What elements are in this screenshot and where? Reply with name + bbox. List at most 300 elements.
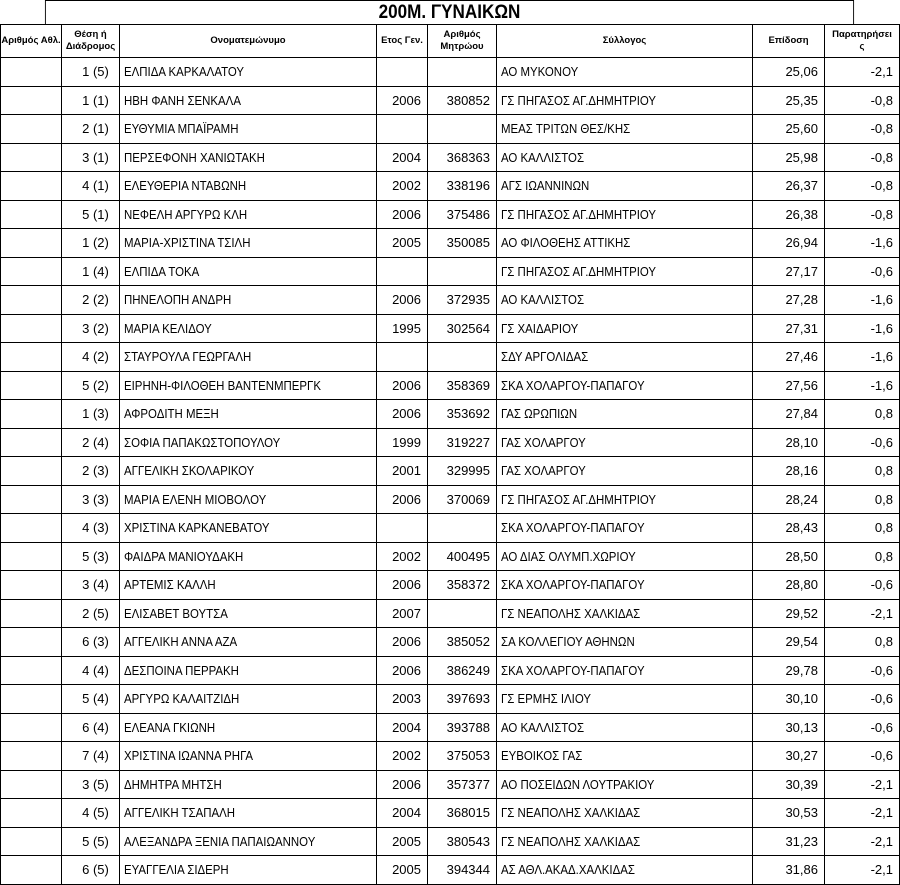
table-row: [1, 685, 900, 714]
cell-performance: 25,60: [753, 115, 825, 144]
cell-name-text: ΦΑΙΔΡΑ ΜΑΝΙΟΥΔΑΚΗ: [124, 548, 244, 564]
cell-athlete-no: [1, 571, 62, 600]
cell-club: [497, 143, 753, 172]
cell-registry: [428, 599, 497, 628]
cell-remarks: -1,6: [825, 343, 900, 372]
cell-name: [120, 115, 377, 144]
header-remarks-line2: ς: [859, 41, 865, 52]
cell-name-text: ΕΛΕΥΘΕΡΙΑ ΝΤΑΒΩΝΗ: [124, 178, 247, 194]
cell-registry: 397693: [428, 685, 497, 714]
cell-birth-year: [377, 58, 428, 87]
cell-birth-year: 2004: [377, 799, 428, 828]
cell-birth-year: 2006: [377, 770, 428, 799]
cell-birth-year: 2002: [377, 542, 428, 571]
table-row: [1, 200, 900, 229]
header-birth-year: Ετος Γεν.: [377, 25, 428, 58]
table-row: [1, 713, 900, 742]
cell-performance: 30,13: [753, 713, 825, 742]
cell-performance: 26,38: [753, 200, 825, 229]
cell-performance: 26,37: [753, 172, 825, 201]
cell-club-text: ΑΟ ΚΑΛΛΙΣΤΟΣ: [501, 149, 585, 165]
cell-name: [120, 400, 377, 429]
header-position: [62, 25, 120, 58]
cell-birth-year: [377, 115, 428, 144]
cell-athlete-no: [1, 343, 62, 372]
cell-performance: 28,24: [753, 485, 825, 514]
cell-remarks: -0,6: [825, 713, 900, 742]
cell-performance: 27,46: [753, 343, 825, 372]
header-row: [1, 25, 900, 58]
cell-remarks: -0,6: [825, 685, 900, 714]
cell-name-text: ΠΗΝΕΛΟΠΗ ΑΝΔΡΗ: [124, 292, 232, 308]
cell-club: [497, 685, 753, 714]
cell-name: [120, 172, 377, 201]
cell-performance: 27,28: [753, 286, 825, 315]
cell-club-text: ΓΣ ΝΕΑΠΟΛΗΣ ΧΑΛΚΙΔΑΣ: [501, 833, 641, 849]
cell-name: [120, 343, 377, 372]
cell-club: [497, 485, 753, 514]
cell-remarks: 0,8: [825, 400, 900, 429]
cell-name-text: ΔΗΜΗΤΡΑ ΜΗΤΣΗ: [124, 776, 222, 792]
cell-club: [497, 571, 753, 600]
cell-athlete-no: [1, 115, 62, 144]
cell-position: 6 (4): [62, 713, 120, 742]
cell-athlete-no: [1, 58, 62, 87]
cell-athlete-no: [1, 229, 62, 258]
cell-name: [120, 571, 377, 600]
cell-athlete-no: [1, 172, 62, 201]
table-row: [1, 343, 900, 372]
cell-club-text: ΓΑΣ ΧΟΛΑΡΓΟΥ: [501, 434, 586, 450]
cell-performance: 27,31: [753, 314, 825, 343]
cell-remarks: -1,6: [825, 314, 900, 343]
cell-athlete-no: [1, 799, 62, 828]
cell-name-text: ΕΛΕΑΝΑ ΓΚΙΩΝΗ: [124, 719, 216, 735]
cell-performance: 31,23: [753, 827, 825, 856]
cell-name-text: ΑΡΤΕΜΙΣ ΚΑΛΛΗ: [124, 577, 216, 593]
cell-athlete-no: [1, 143, 62, 172]
cell-name-text: ΜΑΡΙΑ ΚΕΛΙΔΟΥ: [124, 320, 212, 336]
table-row: [1, 428, 900, 457]
cell-club: [497, 115, 753, 144]
table-row: [1, 827, 900, 856]
cell-registry: 358372: [428, 571, 497, 600]
cell-performance: 26,94: [753, 229, 825, 258]
cell-performance: 31,86: [753, 856, 825, 885]
header-registry-line1: Αριθμός: [443, 29, 481, 40]
cell-club: [497, 770, 753, 799]
cell-club: [497, 343, 753, 372]
table-row: [1, 115, 900, 144]
cell-performance: 28,80: [753, 571, 825, 600]
cell-club-text: ΑΟ ΔΙΑΣ ΟΛΥΜΠ.ΧΩΡΙΟΥ: [501, 548, 636, 564]
cell-name: [120, 656, 377, 685]
cell-name: [120, 685, 377, 714]
header-athlete-no: Αριθμός Αθλ.: [1, 25, 62, 58]
cell-athlete-no: [1, 542, 62, 571]
cell-club-text: ΑΟ ΠΟΣΕΙΔΩΝ ΛΟΥΤΡΑΚΙΟΥ: [501, 776, 655, 792]
cell-athlete-no: [1, 628, 62, 657]
cell-name-text: ΑΛΕΞΑΝΔΡΑ ΞΕΝΙΑ ΠΑΠΑΙΩΑΝΝΟΥ: [124, 833, 316, 849]
cell-name-text: ΜΑΡΙΑ ΕΛΕΝΗ ΜΙΟΒΟΛΟΥ: [124, 491, 267, 507]
cell-club-text: ΑΟ ΚΑΛΛΙΣΤΟΣ: [501, 292, 585, 308]
cell-name: [120, 514, 377, 543]
cell-performance: 28,16: [753, 457, 825, 486]
cell-birth-year: 2006: [377, 571, 428, 600]
cell-registry: 329995: [428, 457, 497, 486]
cell-position: 1 (4): [62, 257, 120, 286]
cell-athlete-no: [1, 742, 62, 771]
table-row: [1, 457, 900, 486]
cell-birth-year: 2002: [377, 172, 428, 201]
table-row: [1, 86, 900, 115]
cell-club-text: ΜΕΑΣ ΤΡΙΤΩΝ ΘΕΣ/ΚΗΣ: [501, 121, 631, 137]
cell-registry: 338196: [428, 172, 497, 201]
cell-position: 3 (4): [62, 571, 120, 600]
cell-remarks: 0,8: [825, 514, 900, 543]
cell-name: [120, 599, 377, 628]
cell-position: 2 (2): [62, 286, 120, 315]
cell-club: [497, 428, 753, 457]
cell-performance: 25,98: [753, 143, 825, 172]
cell-name-text: ΕΛΙΣΑΒΕΤ ΒΟΥΤΣΑ: [124, 605, 228, 621]
cell-performance: 27,56: [753, 371, 825, 400]
cell-name-text: ΑΦΡΟΔΙΤΗ ΜΕΞΗ: [124, 406, 219, 422]
cell-remarks: -0,6: [825, 742, 900, 771]
cell-registry: 372935: [428, 286, 497, 315]
cell-athlete-no: [1, 257, 62, 286]
cell-name-text: ΑΓΓΕΛΙΚΗ ΑΝΝΑ ΑΖΑ: [124, 634, 238, 650]
cell-remarks: -2,1: [825, 58, 900, 87]
cell-performance: 27,17: [753, 257, 825, 286]
cell-birth-year: [377, 343, 428, 372]
cell-club-text: ΓΣ ΠΗΓΑΣΟΣ ΑΓ.ΔΗΜΗΤΡΙΟΥ: [501, 263, 657, 279]
cell-name: [120, 86, 377, 115]
cell-athlete-no: [1, 685, 62, 714]
cell-athlete-no: [1, 286, 62, 315]
cell-name-text: ΣΤΑΥΡΟΥΛΑ ΓΕΩΡΓΑΛΗ: [124, 349, 252, 365]
cell-name: [120, 713, 377, 742]
cell-club-text: ΓΣ ΠΗΓΑΣΟΣ ΑΓ.ΔΗΜΗΤΡΙΟΥ: [501, 491, 657, 507]
table-row: [1, 314, 900, 343]
cell-remarks: 0,8: [825, 485, 900, 514]
cell-registry: 393788: [428, 713, 497, 742]
cell-remarks: -0,6: [825, 257, 900, 286]
header-name: Ονοματεμώνυμο: [120, 25, 377, 58]
cell-club-text: ΑΟ ΚΑΛΛΙΣΤΟΣ: [501, 719, 585, 735]
cell-registry: [428, 115, 497, 144]
cell-remarks: -0,6: [825, 656, 900, 685]
cell-position: 2 (3): [62, 457, 120, 486]
cell-position: 4 (4): [62, 656, 120, 685]
cell-remarks: -0,8: [825, 143, 900, 172]
cell-club: [497, 599, 753, 628]
cell-club: [497, 628, 753, 657]
cell-name: [120, 58, 377, 87]
cell-club: [497, 86, 753, 115]
cell-performance: 28,50: [753, 542, 825, 571]
header-remarks: [825, 25, 900, 58]
cell-performance: 29,78: [753, 656, 825, 685]
cell-name: [120, 200, 377, 229]
cell-birth-year: 2006: [377, 628, 428, 657]
cell-birth-year: 2004: [377, 143, 428, 172]
cell-name: [120, 314, 377, 343]
cell-birth-year: 2001: [377, 457, 428, 486]
header-club: Σύλλογος: [497, 25, 753, 58]
cell-name: [120, 827, 377, 856]
cell-birth-year: 2006: [377, 200, 428, 229]
cell-club-text: ΣΔΥ ΑΡΓΟΛΙΔΑΣ: [501, 349, 589, 365]
cell-remarks: -0,8: [825, 86, 900, 115]
cell-performance: 25,35: [753, 86, 825, 115]
cell-name-text: ΕΙΡΗΝΗ-ΦΙΛΟΘΕΗ ΒΑΝΤΕΝΜΠΕΡΓΚ: [124, 377, 321, 393]
table-row: [1, 172, 900, 201]
cell-position: 2 (5): [62, 599, 120, 628]
cell-birth-year: [377, 257, 428, 286]
cell-registry: 394344: [428, 856, 497, 885]
cell-name: [120, 799, 377, 828]
cell-name-text: ΧΡΙΣΤΙΝΑ ΚΑΡΚΑΝΕΒΑΤΟΥ: [124, 520, 270, 536]
table-row: [1, 58, 900, 87]
cell-name-text: ΗΒΗ ΦΑΝΗ ΣΕΝΚΑΛΑ: [124, 92, 241, 108]
cell-athlete-no: [1, 457, 62, 486]
header-position-line1: Θέση ή: [74, 29, 107, 40]
cell-athlete-no: [1, 314, 62, 343]
cell-club: [497, 742, 753, 771]
cell-athlete-no: [1, 827, 62, 856]
cell-birth-year: [377, 514, 428, 543]
page-title: 200Μ. ΓΥΝΑΙΚΩΝ: [45, 0, 854, 25]
header-registry-line2: Μητρώου: [440, 41, 484, 52]
cell-birth-year: 2005: [377, 856, 428, 885]
header-position-line2: Διάδρομος: [65, 41, 116, 52]
cell-club-text: ΓΑΣ ΩΡΩΠΙΩΝ: [501, 406, 578, 422]
cell-athlete-no: [1, 371, 62, 400]
cell-position: 3 (5): [62, 770, 120, 799]
cell-position: 4 (5): [62, 799, 120, 828]
cell-club: [497, 200, 753, 229]
cell-registry: 385052: [428, 628, 497, 657]
cell-performance: 30,53: [753, 799, 825, 828]
cell-club-text: ΑΓΣ ΙΩΑΝΝΙΝΩΝ: [501, 178, 590, 194]
cell-club-text: ΓΣ ΧΑΙΔΑΡΙΟΥ: [501, 320, 579, 336]
cell-remarks: -0,8: [825, 172, 900, 201]
cell-registry: 368015: [428, 799, 497, 828]
cell-club: [497, 457, 753, 486]
cell-club-text: ΕΥΒΟΙΚΟΣ ΓΑΣ: [501, 748, 583, 764]
cell-position: 2 (1): [62, 115, 120, 144]
cell-registry: [428, 257, 497, 286]
cell-name-text: ΑΡΓΥΡΩ ΚΑΛΑΙΤΖΙΔΗ: [124, 691, 240, 707]
cell-name-text: ΑΓΓΕΛΙΚΗ ΣΚΟΛΑΡΙΚΟΥ: [124, 463, 255, 479]
cell-remarks: 0,8: [825, 542, 900, 571]
cell-registry: 375486: [428, 200, 497, 229]
cell-club-text: ΑΟ ΜΥΚΟΝΟΥ: [501, 64, 579, 80]
table-row: [1, 485, 900, 514]
cell-birth-year: 2006: [377, 656, 428, 685]
cell-club: [497, 58, 753, 87]
cell-remarks: -2,1: [825, 827, 900, 856]
table-row: [1, 656, 900, 685]
table-row: [1, 628, 900, 657]
cell-name: [120, 856, 377, 885]
cell-athlete-no: [1, 770, 62, 799]
cell-position: 4 (1): [62, 172, 120, 201]
cell-name: [120, 485, 377, 514]
cell-name-text: ΣΟΦΙΑ ΠΑΠΑΚΩΣΤΟΠΟΥΛΟΥ: [124, 434, 281, 450]
cell-performance: 30,39: [753, 770, 825, 799]
header-performance: Επίδοση: [753, 25, 825, 58]
cell-club-text: ΓΣ ΕΡΜΗΣ ΙΛΙΟΥ: [501, 691, 592, 707]
cell-club: [497, 656, 753, 685]
cell-registry: 353692: [428, 400, 497, 429]
cell-position: 6 (3): [62, 628, 120, 657]
cell-remarks: -2,1: [825, 799, 900, 828]
table-row: [1, 371, 900, 400]
cell-position: 5 (4): [62, 685, 120, 714]
cell-name: [120, 628, 377, 657]
cell-club-text: ΓΣ ΠΗΓΑΣΟΣ ΑΓ.ΔΗΜΗΤΡΙΟΥ: [501, 206, 657, 222]
cell-registry: [428, 58, 497, 87]
cell-name-text: ΕΥΑΓΓΕΛΙΑ ΣΙΔΕΡΗ: [124, 862, 229, 878]
cell-registry: 302564: [428, 314, 497, 343]
cell-club-text: ΣΚΑ ΧΟΛΑΡΓΟΥ-ΠΑΠΑΓΟΥ: [501, 577, 645, 593]
cell-registry: 358369: [428, 371, 497, 400]
cell-position: 5 (3): [62, 542, 120, 571]
table-row: [1, 286, 900, 315]
cell-remarks: -0,6: [825, 428, 900, 457]
results-body: [1, 58, 900, 885]
cell-position: 6 (5): [62, 856, 120, 885]
table-row: [1, 799, 900, 828]
cell-registry: 386249: [428, 656, 497, 685]
cell-performance: 27,84: [753, 400, 825, 429]
cell-birth-year: 2005: [377, 229, 428, 258]
cell-name-text: ΠΕΡΣΕΦΟΝΗ ΧΑΝΙΩΤΑΚΗ: [124, 149, 265, 165]
table-row: [1, 143, 900, 172]
cell-club: [497, 229, 753, 258]
cell-club-text: ΣΑ ΚΟΛΛΕΓΙΟΥ ΑΘΗΝΩΝ: [501, 634, 635, 650]
cell-position: 2 (4): [62, 428, 120, 457]
cell-birth-year: 2007: [377, 599, 428, 628]
cell-performance: 29,52: [753, 599, 825, 628]
cell-name: [120, 371, 377, 400]
cell-club: [497, 542, 753, 571]
cell-position: 4 (2): [62, 343, 120, 372]
cell-athlete-no: [1, 400, 62, 429]
cell-registry: 357377: [428, 770, 497, 799]
cell-name-text: ΝΕΦΕΛΗ ΑΡΓΥΡΩ ΚΛΗ: [124, 206, 248, 222]
cell-club-text: ΓΣ ΠΗΓΑΣΟΣ ΑΓ.ΔΗΜΗΤΡΙΟΥ: [501, 92, 657, 108]
cell-position: 7 (4): [62, 742, 120, 771]
cell-athlete-no: [1, 200, 62, 229]
cell-position: 1 (2): [62, 229, 120, 258]
cell-club: [497, 799, 753, 828]
cell-name-text: ΕΥΘΥΜΙΑ ΜΠΑΪΡΑΜΗ: [124, 121, 239, 137]
cell-club: [497, 856, 753, 885]
cell-birth-year: 2004: [377, 713, 428, 742]
cell-club-text: ΣΚΑ ΧΟΛΑΡΓΟΥ-ΠΑΠΑΓΟΥ: [501, 662, 645, 678]
table-row: [1, 400, 900, 429]
cell-registry: 380543: [428, 827, 497, 856]
cell-club-text: ΣΚΑ ΧΟΛΑΡΓΟΥ-ΠΑΠΑΓΟΥ: [501, 520, 645, 536]
table-row: [1, 542, 900, 571]
cell-remarks: -0,8: [825, 115, 900, 144]
cell-remarks: 0,8: [825, 628, 900, 657]
cell-position: 3 (1): [62, 143, 120, 172]
table-row: [1, 571, 900, 600]
cell-registry: 375053: [428, 742, 497, 771]
cell-performance: 28,43: [753, 514, 825, 543]
cell-name-text: ΧΡΙΣΤΙΝΑ ΙΩΑΝΝΑ ΡΗΓΑ: [124, 748, 253, 764]
cell-remarks: -0,8: [825, 200, 900, 229]
results-table: [0, 24, 900, 885]
cell-position: 5 (5): [62, 827, 120, 856]
cell-performance: 30,10: [753, 685, 825, 714]
cell-name: [120, 457, 377, 486]
cell-birth-year: 1995: [377, 314, 428, 343]
cell-position: 1 (5): [62, 58, 120, 87]
table-row: [1, 257, 900, 286]
table-row: [1, 514, 900, 543]
cell-club: [497, 371, 753, 400]
cell-name: [120, 742, 377, 771]
cell-registry: 368363: [428, 143, 497, 172]
cell-name: [120, 428, 377, 457]
cell-club: [497, 172, 753, 201]
cell-club-text: ΑΣ ΑΘΛ.ΑΚΑΔ.ΧΑΛΚΙΔΑΣ: [501, 862, 635, 878]
cell-club: [497, 314, 753, 343]
table-row: [1, 742, 900, 771]
cell-performance: 25,06: [753, 58, 825, 87]
cell-athlete-no: [1, 856, 62, 885]
cell-athlete-no: [1, 428, 62, 457]
cell-athlete-no: [1, 514, 62, 543]
cell-birth-year: 2003: [377, 685, 428, 714]
cell-name: [120, 286, 377, 315]
cell-registry: [428, 514, 497, 543]
cell-remarks: -2,1: [825, 599, 900, 628]
cell-club: [497, 286, 753, 315]
cell-birth-year: 2006: [377, 485, 428, 514]
header-registry: [428, 25, 497, 58]
cell-club-text: ΣΚΑ ΧΟΛΑΡΓΟΥ-ΠΑΠΑΓΟΥ: [501, 377, 645, 393]
cell-club: [497, 514, 753, 543]
cell-club-text: ΓΑΣ ΧΟΛΑΡΓΟΥ: [501, 463, 586, 479]
cell-registry: 380852: [428, 86, 497, 115]
header-remarks-line1: Παρατηρήσει: [832, 29, 892, 40]
cell-name-text: ΕΛΠΙΔΑ ΤΟΚΑ: [124, 263, 200, 279]
cell-performance: 28,10: [753, 428, 825, 457]
cell-athlete-no: [1, 599, 62, 628]
cell-club-text: ΓΣ ΝΕΑΠΟΛΗΣ ΧΑΛΚΙΔΑΣ: [501, 805, 641, 821]
cell-registry: 350085: [428, 229, 497, 258]
cell-registry: 370069: [428, 485, 497, 514]
cell-registry: 400495: [428, 542, 497, 571]
cell-position: 5 (1): [62, 200, 120, 229]
cell-remarks: -0,6: [825, 571, 900, 600]
table-row: [1, 229, 900, 258]
cell-remarks: -2,1: [825, 856, 900, 885]
cell-birth-year: 2002: [377, 742, 428, 771]
cell-athlete-no: [1, 485, 62, 514]
table-row: [1, 599, 900, 628]
cell-athlete-no: [1, 656, 62, 685]
cell-athlete-no: [1, 713, 62, 742]
cell-performance: 29,54: [753, 628, 825, 657]
cell-name: [120, 257, 377, 286]
